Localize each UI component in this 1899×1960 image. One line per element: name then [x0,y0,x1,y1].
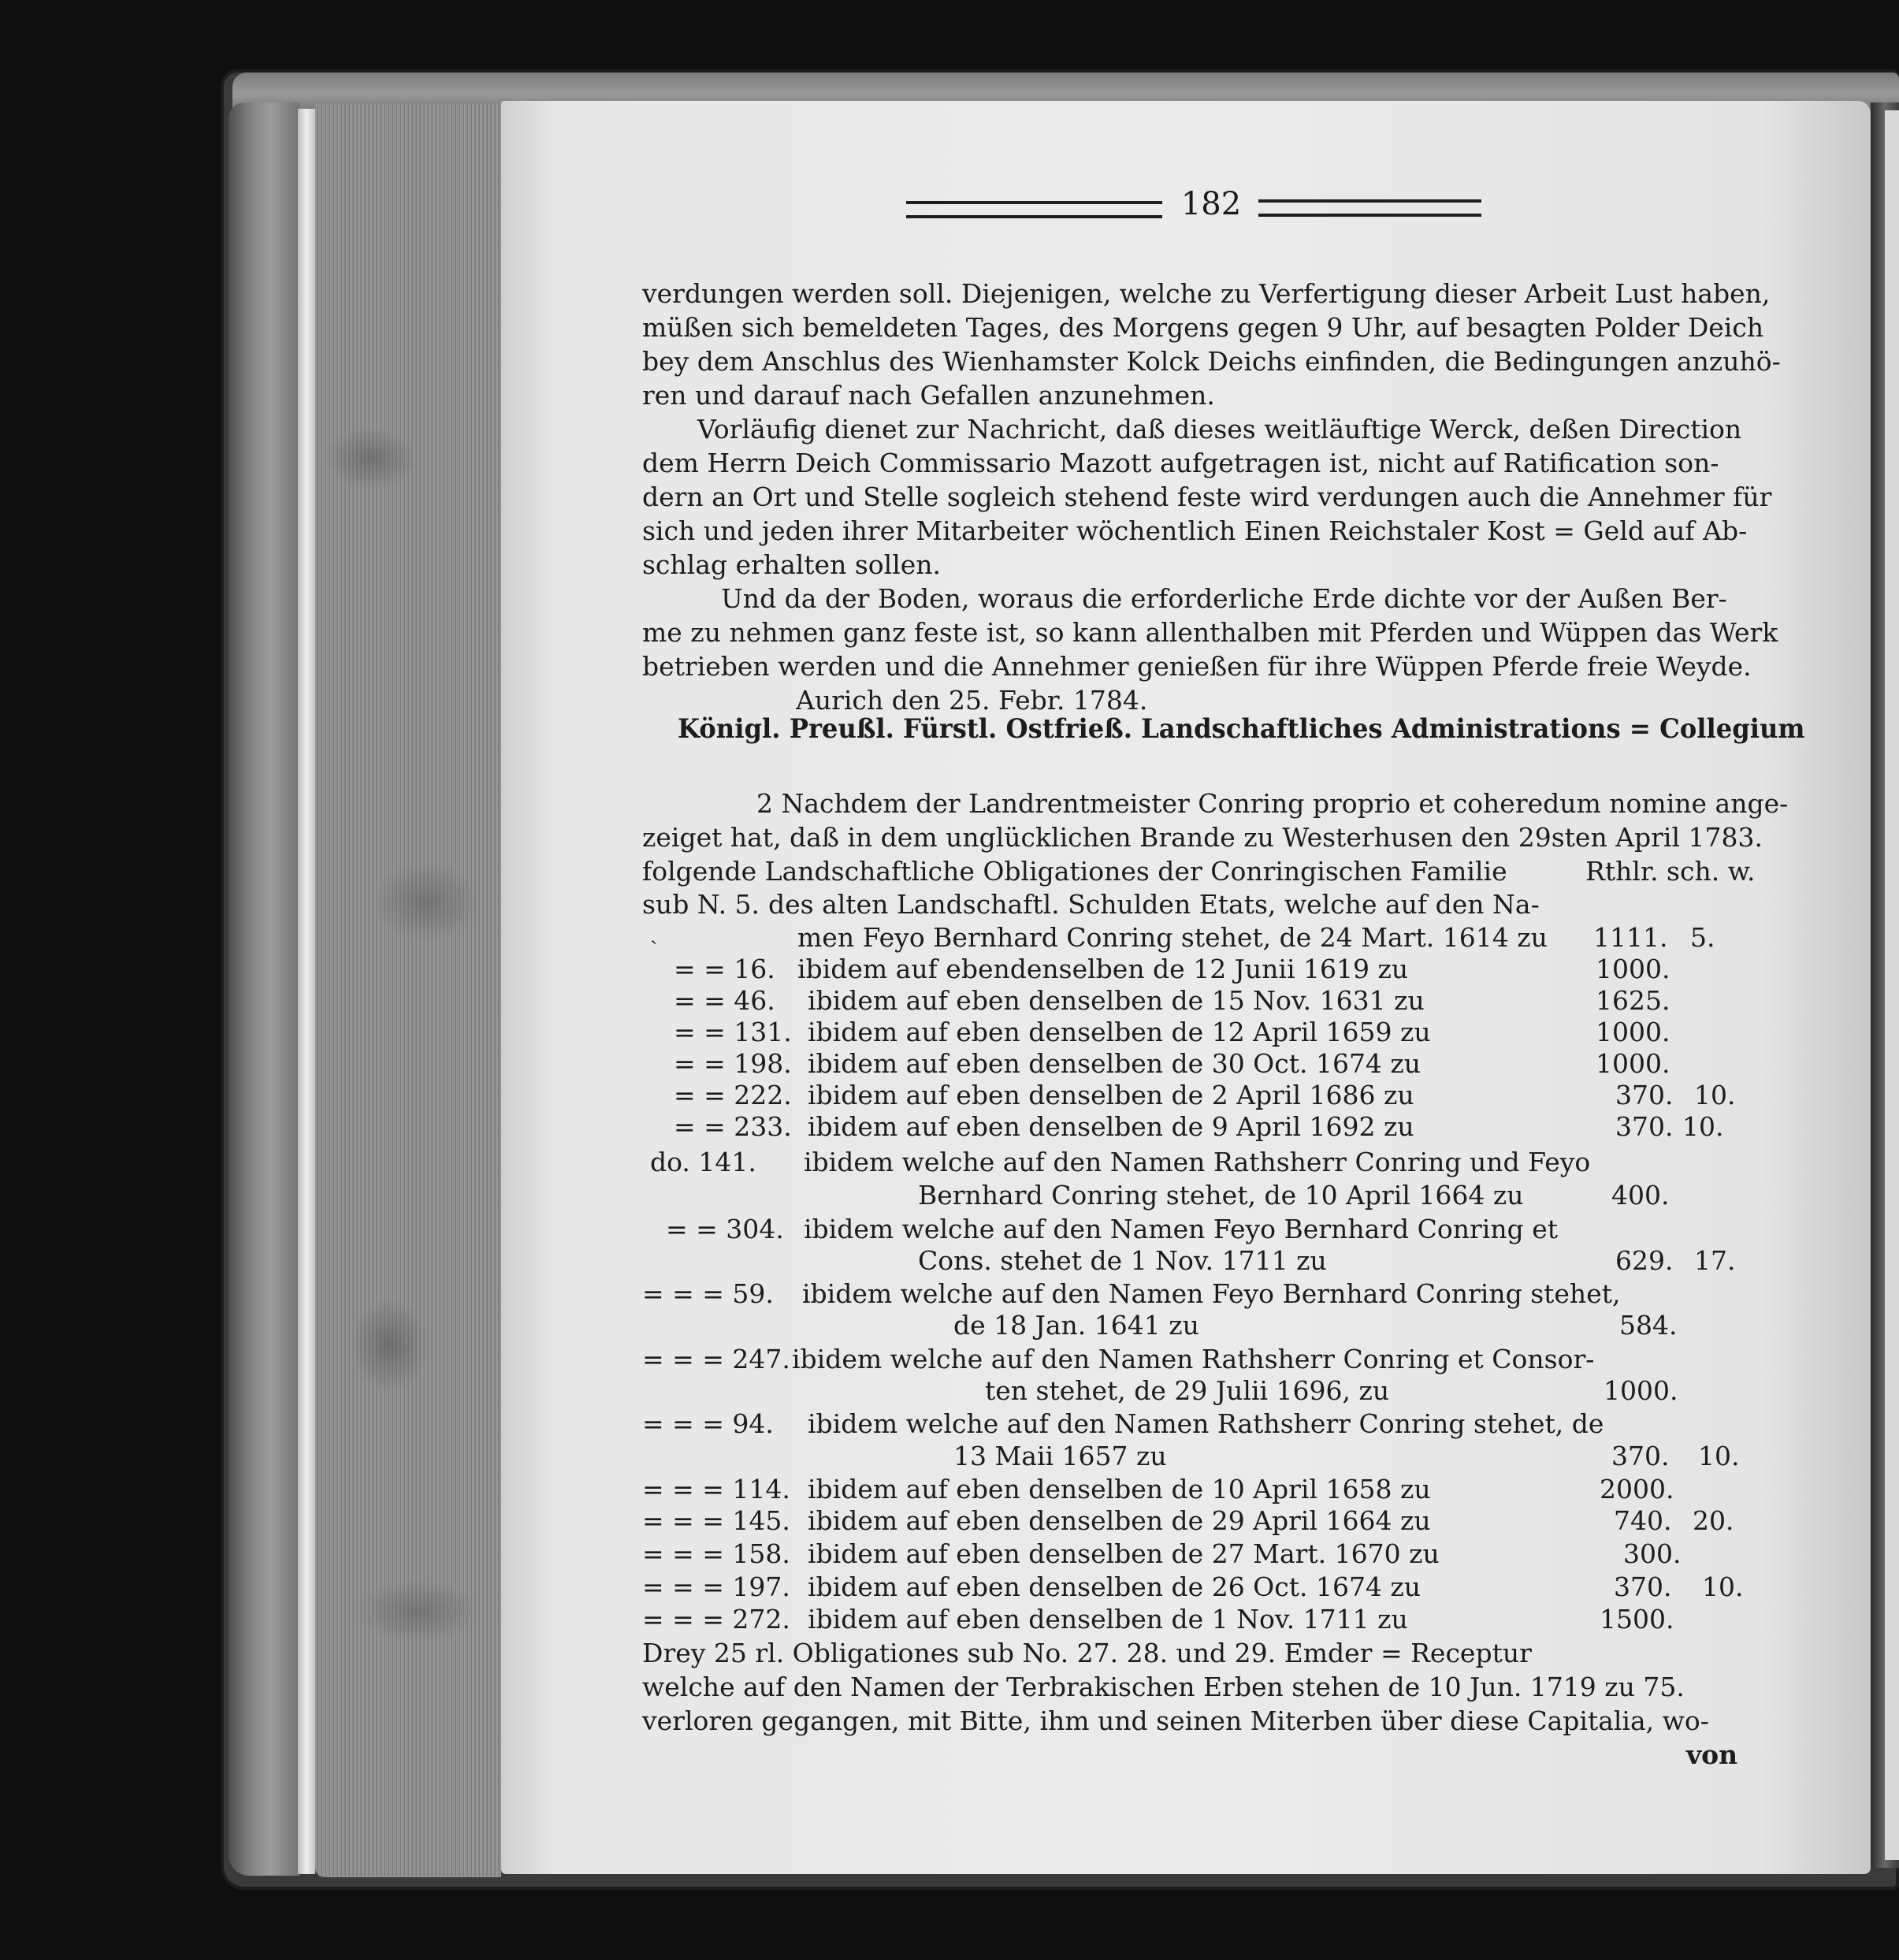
header-rule-left [906,201,1162,218]
entry-ref: = = = 247. [642,1344,790,1374]
entry-ref: = = 131. [674,1017,792,1047]
entry-ref: = = = 114. [642,1474,790,1504]
entry-ref: = = = 272. [642,1604,790,1635]
entry-ref: = = 46. [674,985,775,1016]
entry-ref: = = = 94. [642,1408,774,1439]
body-line: sich und jeden ihrer Mitarbeiter wöchentlich Einen Reichstaler Kost = Geld auf Ab- [642,515,1748,546]
body-line: dem Herrn Deich Commissario Mazott aufgetragen ist, nicht auf Ratification son- [642,448,1719,478]
entry-text: de 18 Jan. 1641 zu [953,1310,1199,1341]
notice-line: 2 Nachdem der Landrentmeister Conring proprio et coheredum nomine ange- [756,788,1789,819]
entry-text: ibidem auf ebendenselben de 12 Junii 1619 zu [797,954,1409,984]
body-line: verdungen werden soll. Diejenigen, welche zu Verfertigung dieser Arbeit Lust haben, [642,278,1771,309]
entry-text: ibidem auf eben denselben de 9 April 1692 zu [808,1111,1414,1142]
entry-text: ibidem welche auf den Namen Feyo Bernhard Conring stehet, [802,1278,1621,1309]
entry-ref: = = = 158. [642,1538,790,1569]
entry-sch: 10. [1698,1441,1740,1471]
entry-rthlr: 1500. [1600,1604,1674,1635]
body-line: schlag erhalten sollen. [642,549,942,580]
entry-ref: = = 222. [674,1080,792,1110]
entry-sch: 5. [1690,922,1715,953]
signature-line: Königl. Preußl. Fürstl. Ostfrieß. Landschaftliches Administrations = Collegium [678,713,1805,745]
closing-line: verloren gegangen, mit Bitte, ihm und seinen Miterben über diese Capitalia, wo- [642,1705,1709,1736]
entry-rthlr: 300. [1623,1538,1682,1569]
entry-rthlr: 2000. [1600,1474,1674,1504]
entry-sch: 10. [1682,1111,1724,1142]
entry-rthlr: 584. [1619,1310,1678,1341]
entry-text: ibidem welche auf den Namen Feyo Bernhard Conring et [804,1214,1558,1244]
entry-rthlr: 1000. [1596,1017,1670,1047]
page-edges-stains [315,104,501,1877]
entry-rthlr: 1000. [1604,1375,1678,1406]
entry-text: Cons. stehet de 1 Nov. 1711 zu [918,1245,1327,1276]
entry-rthlr: 1000. [1596,954,1670,984]
entry-text: ten stehet, de 29 Julii 1696, zu [985,1375,1390,1406]
entry-text: ibidem auf eben denselben de 29 April 1664 zu [808,1505,1431,1536]
closing-line: welche auf den Namen der Terbrakischen Erben stehen de 10 Jun. 1719 zu 75. [642,1672,1685,1702]
entry-text: ibidem welche auf den Namen Rathsherr Conring et Consor- [792,1344,1595,1374]
notice-line: zeiget hat, daß in dem unglücklichen Brande zu Westerhusen den 29sten April 1783. [642,822,1763,853]
entry-text: ibidem auf eben denselben de 10 April 1658 zu [808,1474,1431,1504]
body-line: me zu nehmen ganz feste ist, so kann allenthalben mit Pferden und Wüppen das Werk [642,617,1778,648]
currency-header: Rthlr. sch. w. [1585,856,1756,887]
entry-text: des alten Landschaftl. Schulden Etats, welche auf den Na- [768,889,1540,920]
body-line: ren und darauf nach Gefallen anzunehmen. [642,380,1215,411]
entry-sch: 10. [1702,1571,1744,1602]
entry-text: ibidem auf eben denselben de 26 Oct. 1674 zu [808,1571,1421,1602]
entry-sch: 10. [1694,1080,1736,1110]
entry-ref: sub N. 5. [642,889,760,920]
entry-text: ibidem auf eben denselben de 12 April 1659 zu [808,1017,1431,1047]
facing-page-edge [1885,110,1899,1860]
entry-text: Bernhard Conring stehet, de 10 April 1664 zu [918,1180,1524,1211]
entry-text: men Feyo Bernhard Conring stehet, de 24 Mart. 1614 zu [797,922,1548,953]
entry-rthlr: 370. [1614,1571,1672,1602]
entry-text: ibidem auf eben denselben de 27 Mart. 1670 zu [808,1538,1440,1569]
entry-text: ibidem welche auf den Namen Rathsherr Conring und Feyo [804,1147,1591,1177]
entry-rthlr: 629. [1615,1245,1674,1276]
notice-line: folgende Landschaftliche Obligationes der Conringischen Familie [642,856,1507,887]
header-rule-right [1258,199,1481,217]
body-line: Und da der Boden, woraus die erforderliche Erde dichte vor der Außen Ber- [721,583,1727,614]
entry-rthlr: 370. [1611,1441,1670,1471]
body-line: müßen sich bemeldeten Tages, des Morgens gegen 9 Uhr, auf besagten Polder Deich [642,312,1764,343]
closing-line: Drey 25 rl. Obligationes sub No. 27. 28. und 29. Emder = Receptur [642,1638,1532,1668]
entry-sch: 17. [1694,1245,1736,1276]
entry-text: ibidem auf eben denselben de 15 Nov. 1631 zu [808,985,1425,1016]
body-line: dern an Ort und Stelle sogleich stehend feste wird verdungen auch die Annehmer für [642,482,1772,512]
entry-rthlr: 400. [1611,1180,1670,1211]
cover-edge [298,109,315,1874]
entry-ref: = = = 59. [642,1278,774,1309]
entry-rthlr: 740. [1614,1505,1672,1536]
entry-ref: = = 304. [666,1214,784,1244]
body-line: betrieben werden und die Annehmer genießen für ihre Wüppen Pferde freie Weyde. [642,651,1752,682]
body-line: Vorläufig dienet zur Nachricht, daß dieses weitläuftige Werck, deßen Direction [697,414,1742,444]
margin-mark: ˴ [650,926,658,952]
entry-ref: do. 141. [650,1147,756,1177]
entry-rthlr: 1625. [1596,985,1670,1016]
entry-rthlr: 1111. [1593,922,1668,953]
page-number: 182 [1180,186,1242,222]
entry-ref: = = 16. [674,954,775,984]
entry-rthlr: 1000. [1596,1048,1670,1079]
entry-rthlr: 370. [1615,1080,1674,1110]
entry-text: ibidem auf eben denselben de 30 Oct. 1674 zu [808,1048,1421,1079]
entry-ref: = = 233. [674,1111,792,1142]
book-spine [229,102,299,1876]
entry-rthlr: 370. [1615,1111,1674,1142]
entry-text: 13 Maii 1657 zu [953,1441,1167,1471]
entry-ref: = = = 145. [642,1505,790,1536]
catchword: von [1686,1739,1738,1770]
entry-ref: = = 198. [674,1048,792,1079]
entry-text: ibidem auf eben denselben de 2 April 1686 zu [808,1080,1414,1110]
entry-ref: = = = 197. [642,1571,790,1602]
entry-text: ibidem auf eben denselben de 1 Nov. 1711 zu [808,1604,1408,1635]
body-line: bey dem Anschlus des Wienhamster Kolck Deichs einfinden, die Bedingungen anzuhö- [642,346,1781,377]
date-line: Aurich den 25. Febr. 1784. [796,685,1148,716]
entry-sch: 20. [1693,1505,1734,1536]
entry-text: ibidem welche auf den Namen Rathsherr Conring stehet, de [808,1408,1604,1439]
